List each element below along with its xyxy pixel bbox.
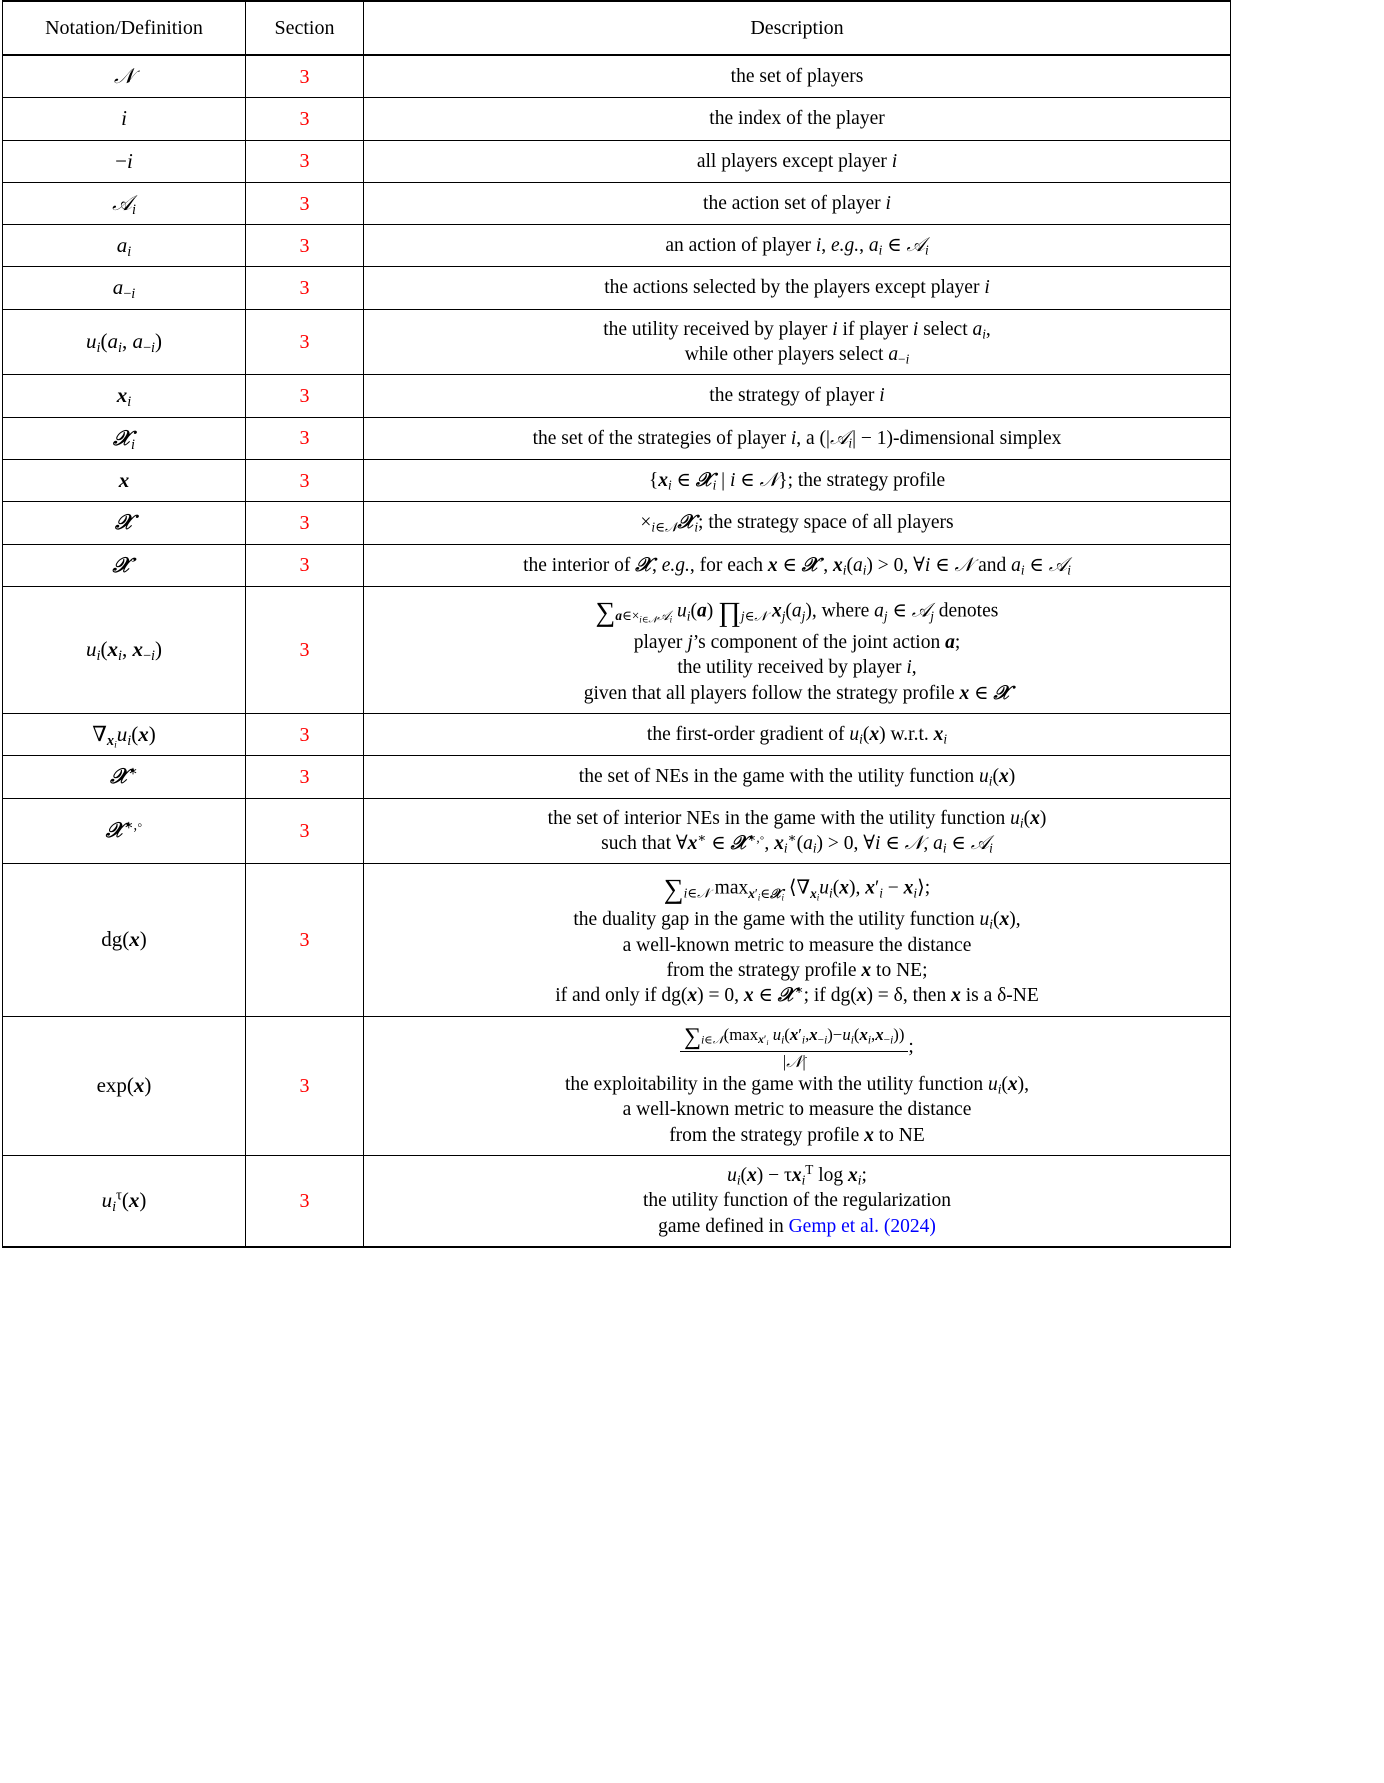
description-cell: $\times_{i\in 𝒩}𝒳_i$; the strategy space of all players [364,502,1231,544]
citation-year[interactable]: (2024) [883,1215,936,1237]
section-cell: 3 [246,756,364,798]
table-row [3,225,1231,267]
notation-table [2,0,1231,1248]
section-cell: 3 [246,460,364,502]
table-row [3,460,1231,502]
table-row [3,502,1231,544]
section-cell: 3 [246,798,364,864]
table-row [3,1016,1231,1155]
section-cell: 3 [246,140,364,182]
description-cell: the strategy of player i [364,375,1231,417]
description-cell: {$x_i$ ∈ 𝒳$_i$ | i ∈ 𝒩}; the strategy profile [364,460,1231,502]
notation-cell: exp(x) [3,1016,246,1155]
notation-cell: $u_i(a_i$, $a_{-i}$) [3,309,246,375]
section-cell: 3 [246,1156,364,1248]
description-cell: the set of players [364,55,1231,98]
description-cell: the set of interior NEs in the game with the utility function $u_i(x)$ such that ∀x∗ ∈ 𝒳∗,◦, $x_i^∗(a_i) > 0$, ∀i ∈ 𝒩, $a_i$ ∈ 𝒜$_i$ [364,798,1231,864]
section-cell: 3 [246,1016,364,1155]
notation-cell: −i [3,140,246,182]
exploitability-fraction: $\frac{\sum_{i\in 𝒩}(\max_{x'_i} u_i(x'_i,x_{-i})-u_i(x_i,x_{-i}))}{\text{|𝒩|}}$ [680,1024,908,1072]
table-row [3,55,1231,98]
notation-cell: 𝒳∗,◦ [3,798,246,864]
notation-cell: 𝒳 [3,502,246,544]
notation-cell: $u_i^\tau(x)$ [3,1156,246,1248]
table-row [3,756,1231,798]
description-cell: $\sum_{i\in 𝒩}$ $\max_{x'_i\in 𝒳_i}$ $⟨\nabla_{x_i}u_i(x)$, $x'_i$ − $x_i⟩$; the duality gap in the game with the utility function $u_i(x)$, a well-known metric to measure the distance from the strategy profile x to NE; if and only if dg(x) = 0, x ∈ 𝒳∗; if dg(x) = δ, then x is a δ-NE [364,864,1231,1016]
table-row [3,98,1231,140]
section-cell: 3 [246,309,364,375]
description-cell: the first-order gradient of $u_i(x)$ w.r.t. $x_i$ [364,713,1231,755]
section-cell: 3 [246,544,364,586]
column-header-description: Description [364,1,1231,55]
description-cell: $\sum_{a\in\times_{i\in 𝒩}𝒜_i}$ $u_i(a)$ $\prod_{j\in 𝒩}$ $x_j(a_j)$, where $a_j$ ∈ 𝒜$_j$ denotes player j’s component of the joint action a; the utility received by player i, given that all players follow the strategy profile x ∈ 𝒳 [364,586,1231,713]
section-cell: 3 [246,586,364,713]
section-cell: 3 [246,225,364,267]
notation-cell: $\nabla_{x_i}u_i(x)$ [3,713,246,755]
section-cell: 3 [246,375,364,417]
table-row [3,140,1231,182]
table-row [3,417,1231,459]
description-cell: an action of player i, e.g., $a_i$ ∈ 𝒜$_i$ [364,225,1231,267]
notation-cell: x [3,460,246,502]
section-cell: 3 [246,864,364,1016]
notation-cell: 𝒩 [3,55,246,98]
description-cell: the index of the player [364,98,1231,140]
column-header-section: Section [246,1,364,55]
description-cell: the set of the strategies of player i, a (|𝒜$_i$| − 1)-dimensional simplex [364,417,1231,459]
notation-cell: $u_i(x_i$, $x_{-i}$) [3,586,246,713]
table-row [3,586,1231,713]
citation-link[interactable]: Gemp et al. [788,1215,880,1237]
table-row [3,182,1231,224]
description-cell: $u_i(x) - \tau x_i^T$ $\log x_i$; the utility function of the regularization game defined in Gemp et al. (2024) [364,1156,1231,1248]
section-cell: 3 [246,417,364,459]
section-cell: 3 [246,98,364,140]
description-cell: the action set of player i [364,182,1231,224]
table-row [3,713,1231,755]
description-cell: the utility received by player i if player i select $a_i$, while other players select $a_{-i}$ [364,309,1231,375]
table-row [3,798,1231,864]
table-row [3,544,1231,586]
table-row [3,1156,1231,1248]
description-cell: the actions selected by the players except player i [364,267,1231,309]
table-header-row [3,1,1231,55]
notation-cell: $a_i$ [3,225,246,267]
table-row [3,375,1231,417]
notation-cell: 𝒳∗ [3,756,246,798]
column-header-notation: Notation/Definition [3,1,246,55]
notation-cell: 𝒳◦ [3,544,246,586]
table-row [3,864,1231,1016]
notation-cell: $x_i$ [3,375,246,417]
section-cell: 3 [246,55,364,98]
table-row [3,309,1231,375]
section-cell: 3 [246,713,364,755]
table-row [3,267,1231,309]
description-cell: the set of NEs in the game with the utility function $u_i(x)$ [364,756,1231,798]
notation-cell: 𝒜$_i$ [3,182,246,224]
description-cell: the interior of 𝒳, e.g., for each x ∈ 𝒳◦, $x_i(a_i) > 0$, ∀i ∈ 𝒩 and $a_i$ ∈ 𝒜$_i$ [364,544,1231,586]
description-cell: all players except player i [364,140,1231,182]
description-cell: $\frac{\sum_{i\in 𝒩}(\max_{x'_i} u_i(x'_i,x_{-i})-u_i(x_i,x_{-i}))}{\text{|𝒩|}}$ ; the exploitability in the game with the utility function $u_i(x)$, a well-known metric to measure the distance from the strategy profile x to NE [364,1016,1231,1155]
section-cell: 3 [246,182,364,224]
section-cell: 3 [246,502,364,544]
section-cell: 3 [246,267,364,309]
notation-cell: dg(x) [3,864,246,1016]
notation-cell: i [3,98,246,140]
notation-cell: 𝒳$_i$ [3,417,246,459]
notation-cell: $a_{-i}$ [3,267,246,309]
